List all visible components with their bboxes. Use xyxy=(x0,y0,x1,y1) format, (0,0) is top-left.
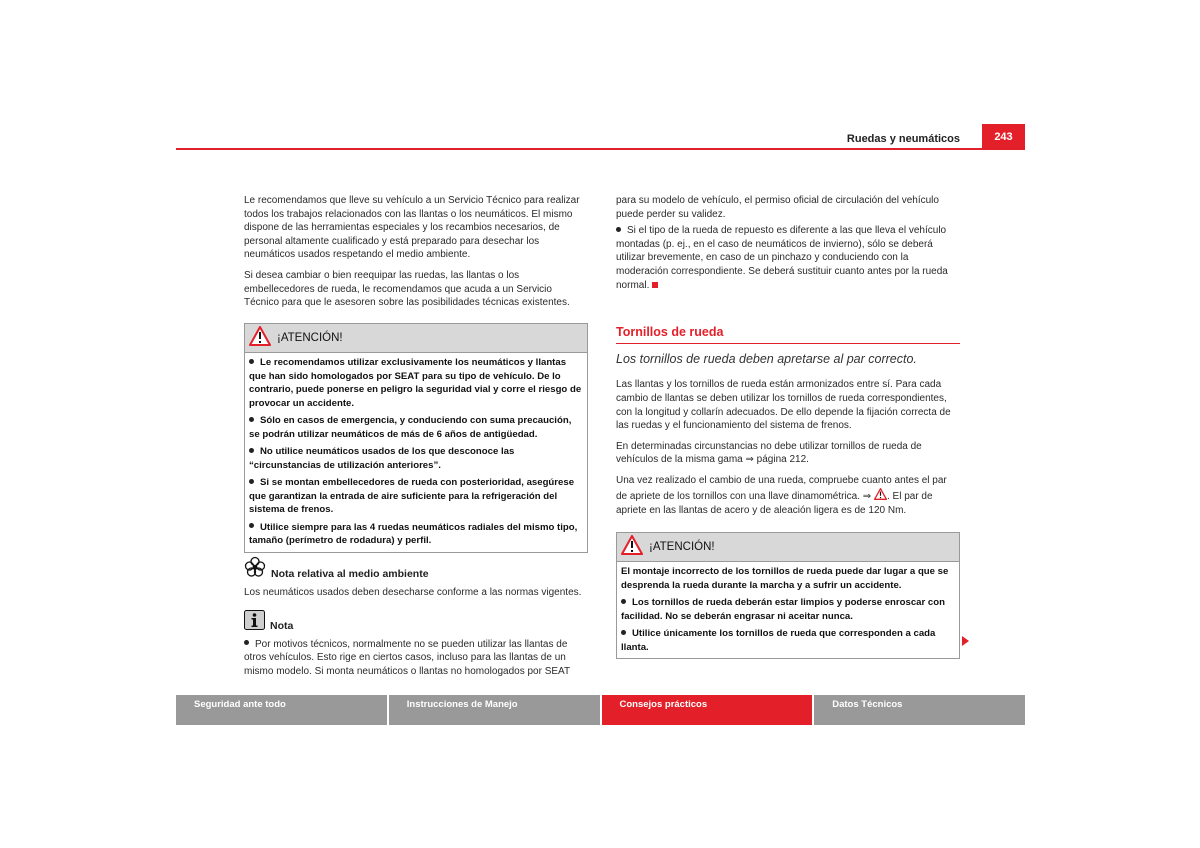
warning-title: ¡ATENCIÓN! xyxy=(277,332,343,344)
environment-note xyxy=(244,556,588,599)
header-rule xyxy=(176,148,1025,150)
warning-item-text: Utilice siempre para las 4 ruedas neumáticos radiales del mismo tipo, tamaño (perímetro de rodadura) y perfil. xyxy=(249,521,578,546)
warning-intro: El montaje incorrecto de los tornillos de rueda puede dar lugar a que se desprenda la rueda durante la marcha y a sufrir un accidente. xyxy=(621,566,949,591)
nav-tab-datos[interactable]: Datos Técnicos xyxy=(814,695,1025,725)
warning-item-text: Utilice únicamente los tornillos de rueda que corresponden a cada llanta. xyxy=(621,628,936,653)
warning-item xyxy=(621,627,955,654)
red-arrow-icon xyxy=(962,636,969,646)
torque-text-a: Una vez realizado el cambio de una rueda, compruebe cuanto antes el par de apriete de los tornillos con una llave dinamométrica. ⇒ xyxy=(616,474,947,502)
warning-body xyxy=(617,562,959,658)
environment-note-title: Nota relativa al medio ambiente xyxy=(271,568,429,580)
warning-item-text: Si se montan embellecedores de rueda con posterioridad, asegúrese que garantizan la entrada de aire suficiente para la refrigeración del sistema de frenos. xyxy=(249,477,575,515)
warning-triangle-icon xyxy=(621,535,643,560)
chapter-nav xyxy=(176,695,1025,725)
info-note-heading xyxy=(244,610,588,635)
bullet-icon xyxy=(621,630,626,635)
running-header-title: Ruedas y neumáticos xyxy=(846,133,960,145)
flower-icon xyxy=(244,556,266,583)
continuation-paragraph: para su modelo de vehículo, el permiso oficial de circulación del vehículo puede perder su validez. xyxy=(616,195,939,220)
warning-box-bolts xyxy=(616,532,960,659)
warning-item xyxy=(249,414,583,441)
right-column xyxy=(616,194,960,525)
spare-wheel-text: Si el tipo de la rueda de repuesto es diferente a las que lleva el vehículo montadas (p. ej., en el caso de neumáticos de invierno), sólo se deberá utilizar brevemente, en caso de un pinchazo y conduciendo con la moderación correspondiente. Se deberá sustituir cuanto antes por la rueda normal. xyxy=(616,225,948,291)
environment-note-text: Los neumáticos usados deben desecharse conforme a las normas vigentes. xyxy=(244,586,582,598)
warning-box-tires xyxy=(244,323,588,553)
torque-text-b: . El par de apriete en las llantas de acero y de aleación ligera es de 120 Nm. xyxy=(616,490,933,517)
warning-item xyxy=(249,445,583,472)
warning-header xyxy=(245,324,587,353)
warning-triangle-icon xyxy=(874,488,887,505)
info-icon xyxy=(244,610,265,635)
section-subtitle: Los tornillos de rueda deben apretarse al par correcto. xyxy=(616,351,917,366)
intro-paragraph: Le recomendamos que lleve su vehículo a un Servicio Técnico para realizar todos los trabajos relacionados con las llantas o los neumáticos. El mismo dispone de las herramientas especiales y los recambios necesarios, de personal altamente cualificado y está preparado para desechar los neumáticos usados respetando el medio ambiente. xyxy=(244,195,580,261)
bullet-icon xyxy=(244,640,249,645)
info-note xyxy=(244,610,588,678)
left-column xyxy=(244,194,588,310)
bullet-icon xyxy=(249,417,254,422)
section-heading: Tornillos de rueda xyxy=(616,326,960,344)
warning-item-text: No utilice neumáticos usados de los que desconoce las “circunstancias de utilización anteriores”. xyxy=(249,446,515,471)
warning-body xyxy=(245,353,587,552)
bolts-same-range-paragraph: En determinadas circunstancias no debe utilizar tornillos de rueda de vehículos de la misma gama ⇒ página 212. xyxy=(616,440,922,466)
warning-item-text: Le recomendamos utilizar exclusivamente los neumáticos y llantas que han sido homologados por SEAT para su tipo de vehículo. De lo contrario, puede ponerse en peligro la seguridad vial y corre el riesgo de provocar un accidente. xyxy=(249,357,582,409)
info-note-title: Nota xyxy=(270,620,294,632)
bullet-icon xyxy=(249,523,254,528)
warning-item xyxy=(249,356,583,410)
bullet-icon xyxy=(616,227,621,232)
info-note-text xyxy=(244,638,588,679)
spare-wheel-paragraph xyxy=(616,224,960,292)
warning-item xyxy=(621,596,955,623)
warning-item-text: Sólo en casos de emergencia, y conduciendo con suma precaución, se podrán utilizar neumáticos de más de 6 años de antigüedad. xyxy=(249,415,572,440)
bullet-icon xyxy=(249,479,254,484)
bullet-icon xyxy=(249,448,254,453)
environment-note-heading xyxy=(244,556,588,583)
warning-item xyxy=(249,476,583,517)
warning-item xyxy=(249,521,583,548)
page-number: 243 xyxy=(982,124,1025,149)
nav-tab-consejos[interactable]: Consejos prácticos xyxy=(602,695,815,725)
warning-item-text: Los tornillos de rueda deberán estar limpios y poderse enroscar con facilidad. No se deberán engrasar ni aceitar nunca. xyxy=(621,597,945,622)
red-square-icon xyxy=(652,282,658,288)
bullet-icon xyxy=(249,359,254,364)
bolts-paragraph: Las llantas y los tornillos de rueda están armonizados entre sí. Para cada cambio de llantas se deben utilizar los tornillos de rueda correspondientes, con la longitud y collarín adecuados. De ello depende la fijación correcta de las ruedas y el funcionamiento del sistema de frenos. xyxy=(616,379,951,432)
recommendation-paragraph: Si desea cambiar o bien reequipar las ruedas, las llantas o los embellecedores de rueda, le recomendamos que acuda a un Servicio Técnico para que le asesoren sobre las posibilidades técnicas existentes. xyxy=(244,269,570,309)
nav-tab-seguridad[interactable]: Seguridad ante todo xyxy=(176,695,389,725)
warning-triangle-icon xyxy=(249,326,271,351)
torque-paragraph xyxy=(616,474,960,518)
warning-title: ¡ATENCIÓN! xyxy=(649,541,715,553)
nav-tab-instrucciones[interactable]: Instrucciones de Manejo xyxy=(389,695,602,725)
info-note-body: Por motivos técnicos, normalmente no se pueden utilizar las llantas de otros vehículos. Esto rige en ciertos casos, incluso para las llantas de un mismo modelo. Si monta neumáticos o llantas no homologados por SEAT xyxy=(244,638,571,677)
warning-header xyxy=(617,533,959,562)
bullet-icon xyxy=(621,599,626,604)
